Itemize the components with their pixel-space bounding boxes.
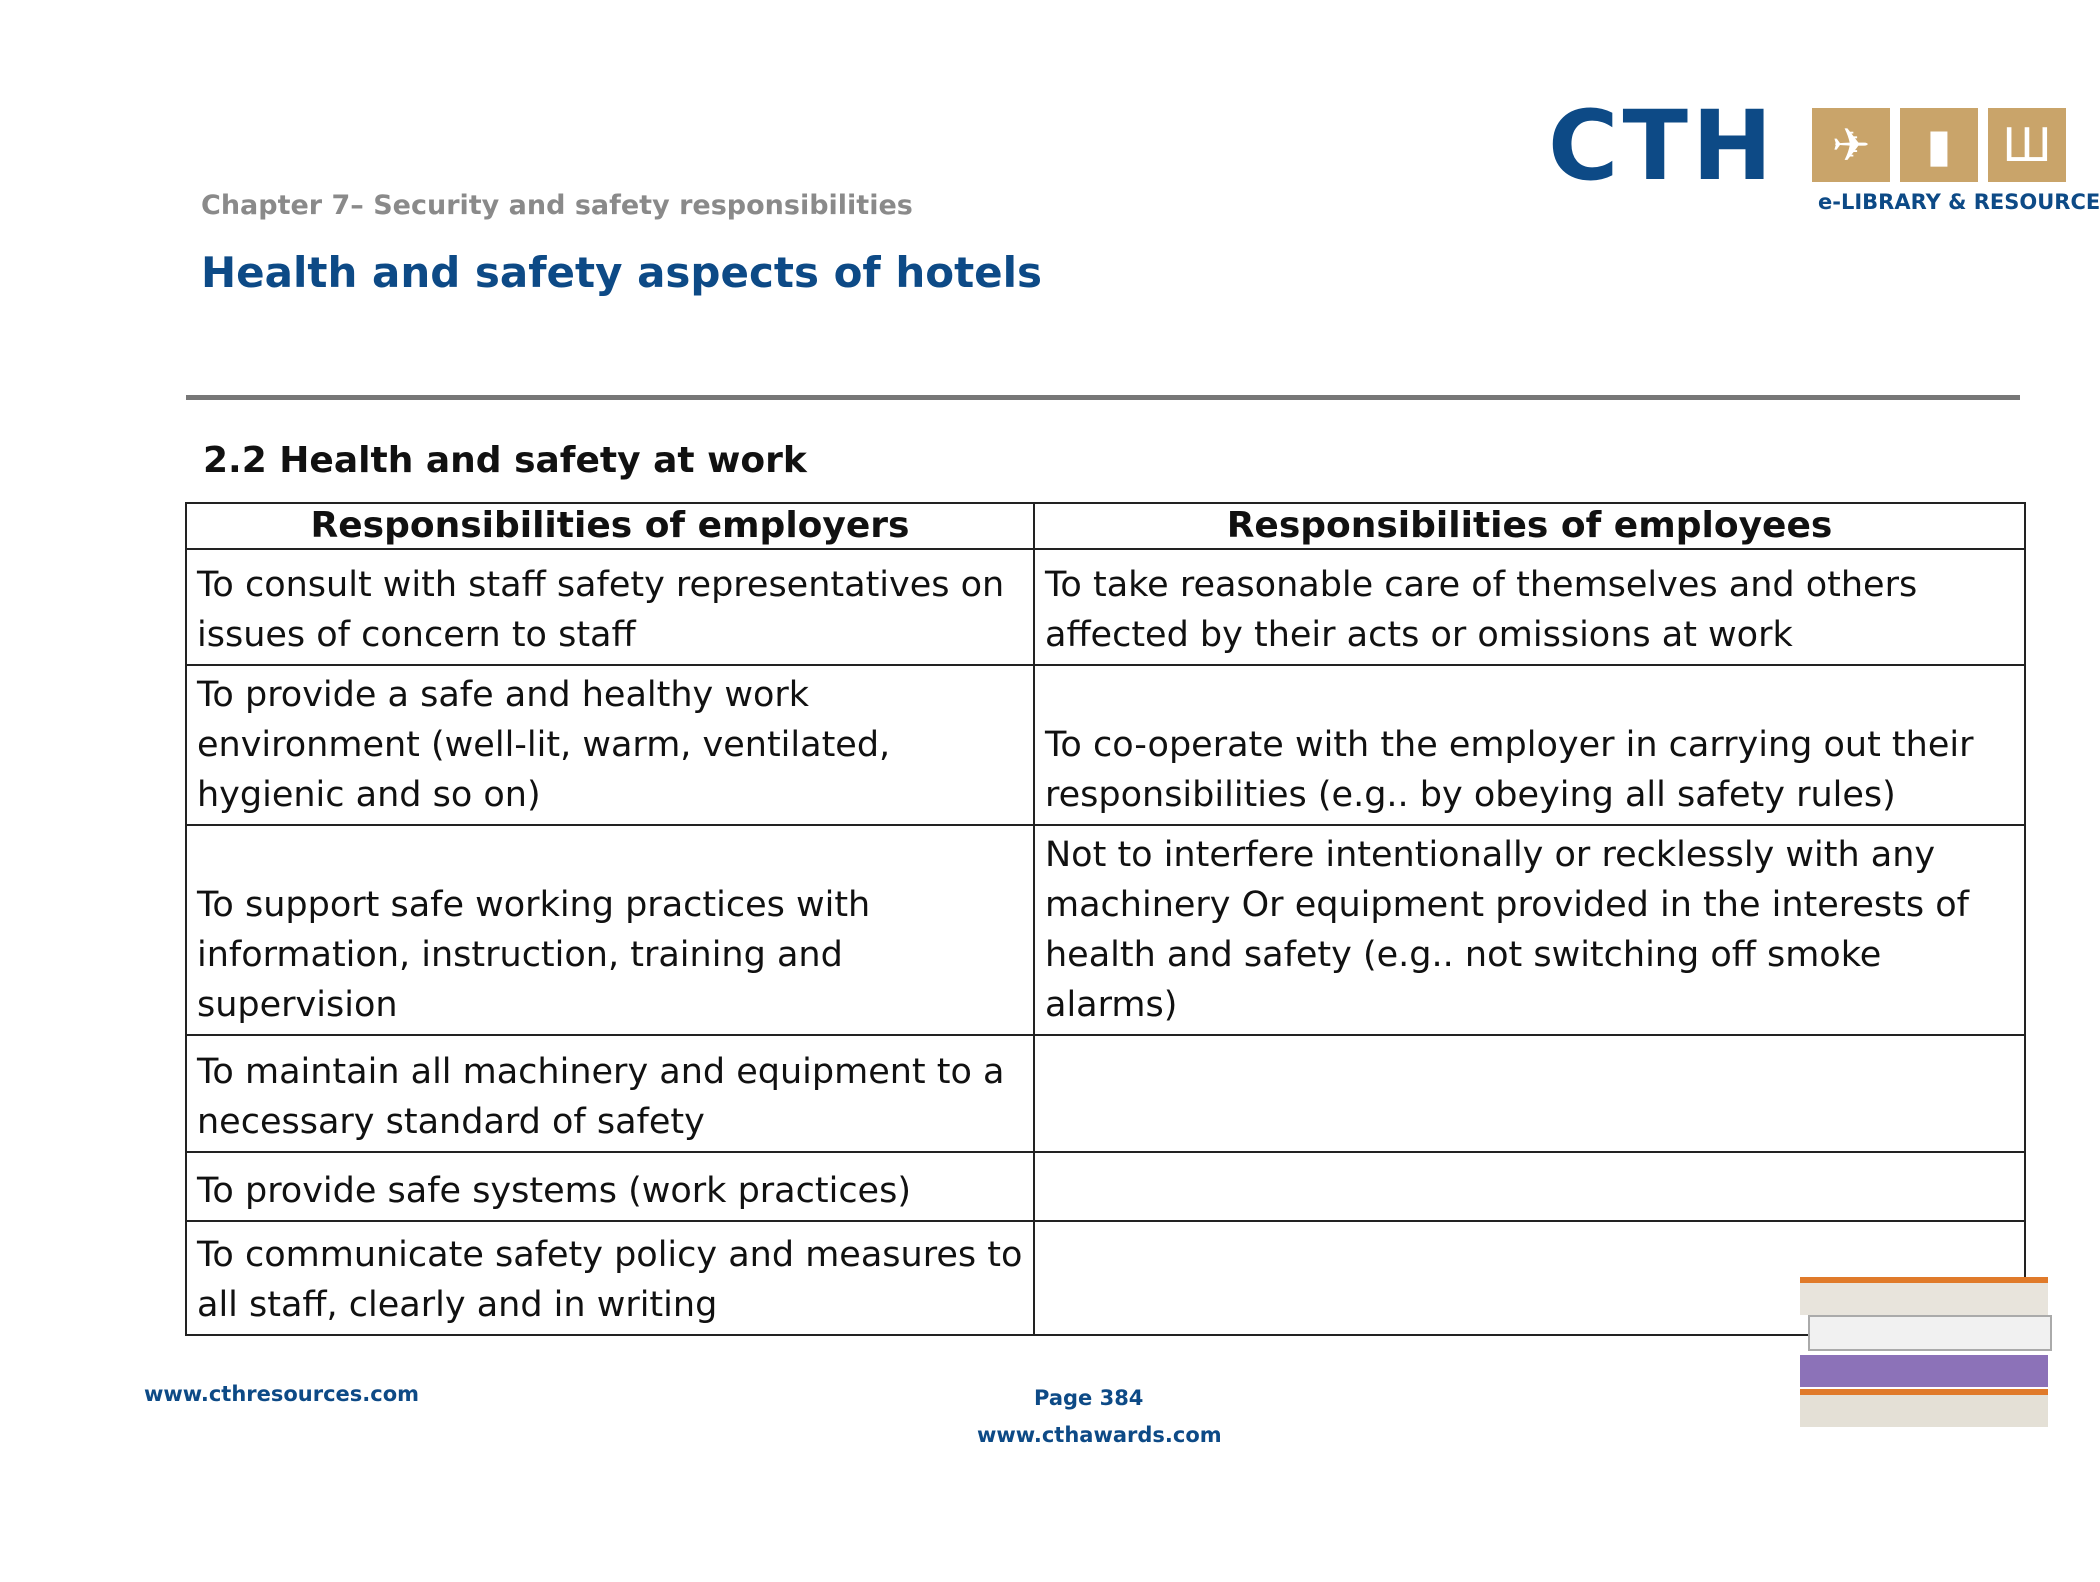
employee-cell: [1034, 1035, 2025, 1152]
footer-awards-link[interactable]: www.cthawards.com: [977, 1423, 1222, 1447]
plane-icon: ✈: [1812, 108, 1890, 182]
employer-cell: To consult with staff safety representatives on issues of concern to staff: [186, 549, 1034, 665]
logo-icon-group: [1812, 108, 2066, 182]
hotel-icon: ▮: [1900, 108, 1978, 182]
table-row: [186, 665, 2025, 825]
employer-cell: To communicate safety policy and measures to all staff, clearly and in writing: [186, 1221, 1034, 1335]
header-employees: Responsibilities of employees: [1034, 503, 2025, 549]
employer-cell: To support safe working practices with information, instruction, training and supervision: [186, 825, 1034, 1035]
header-divider: [186, 395, 2020, 400]
table-row: [186, 825, 2025, 1035]
employee-cell: To co-operate with the employer in carrying out their responsibilities (e.g.. by obeying all safety rules): [1034, 665, 2025, 825]
table-row: [186, 1035, 2025, 1152]
responsibilities-table: [185, 502, 2026, 1336]
page-number: Page 384: [1034, 1386, 1144, 1410]
cth-logo: [1548, 90, 2100, 223]
employee-cell: To take reasonable care of themselves and others affected by their acts or omissions at work: [1034, 549, 2025, 665]
footer-resources-link[interactable]: www.cthresources.com: [144, 1382, 420, 1406]
employee-cell: Not to interfere intentionally or recklessly with any machinery Or equipment provided in the interests of health and safety (e.g.. not switching off smoke alarms): [1034, 825, 2025, 1035]
page-title: Health and safety aspects of hotels: [201, 248, 1043, 297]
books-illustration: [1800, 1265, 2048, 1430]
table-row: [186, 1152, 2025, 1221]
table-header-row: [186, 503, 2025, 549]
logo-text: CTH: [1548, 90, 1777, 202]
fork-icon: Ш: [1988, 108, 2066, 182]
employee-cell: [1034, 1152, 2025, 1221]
table-row: [186, 1221, 2025, 1335]
header-employers: Responsibilities of employers: [186, 503, 1034, 549]
employer-cell: To maintain all machinery and equipment to a necessary standard of safety: [186, 1035, 1034, 1152]
employer-cell: To provide a safe and healthy work environment (well-lit, warm, ventilated, hygienic and so on): [186, 665, 1034, 825]
chapter-label: Chapter 7– Security and safety responsibilities: [201, 190, 913, 221]
employer-cell: To provide safe systems (work practices): [186, 1152, 1034, 1221]
logo-tagline: e-LIBRARY & RESOURCE: [1818, 190, 2100, 214]
table-row: [186, 549, 2025, 665]
section-heading: 2.2 Health and safety at work: [203, 440, 807, 481]
